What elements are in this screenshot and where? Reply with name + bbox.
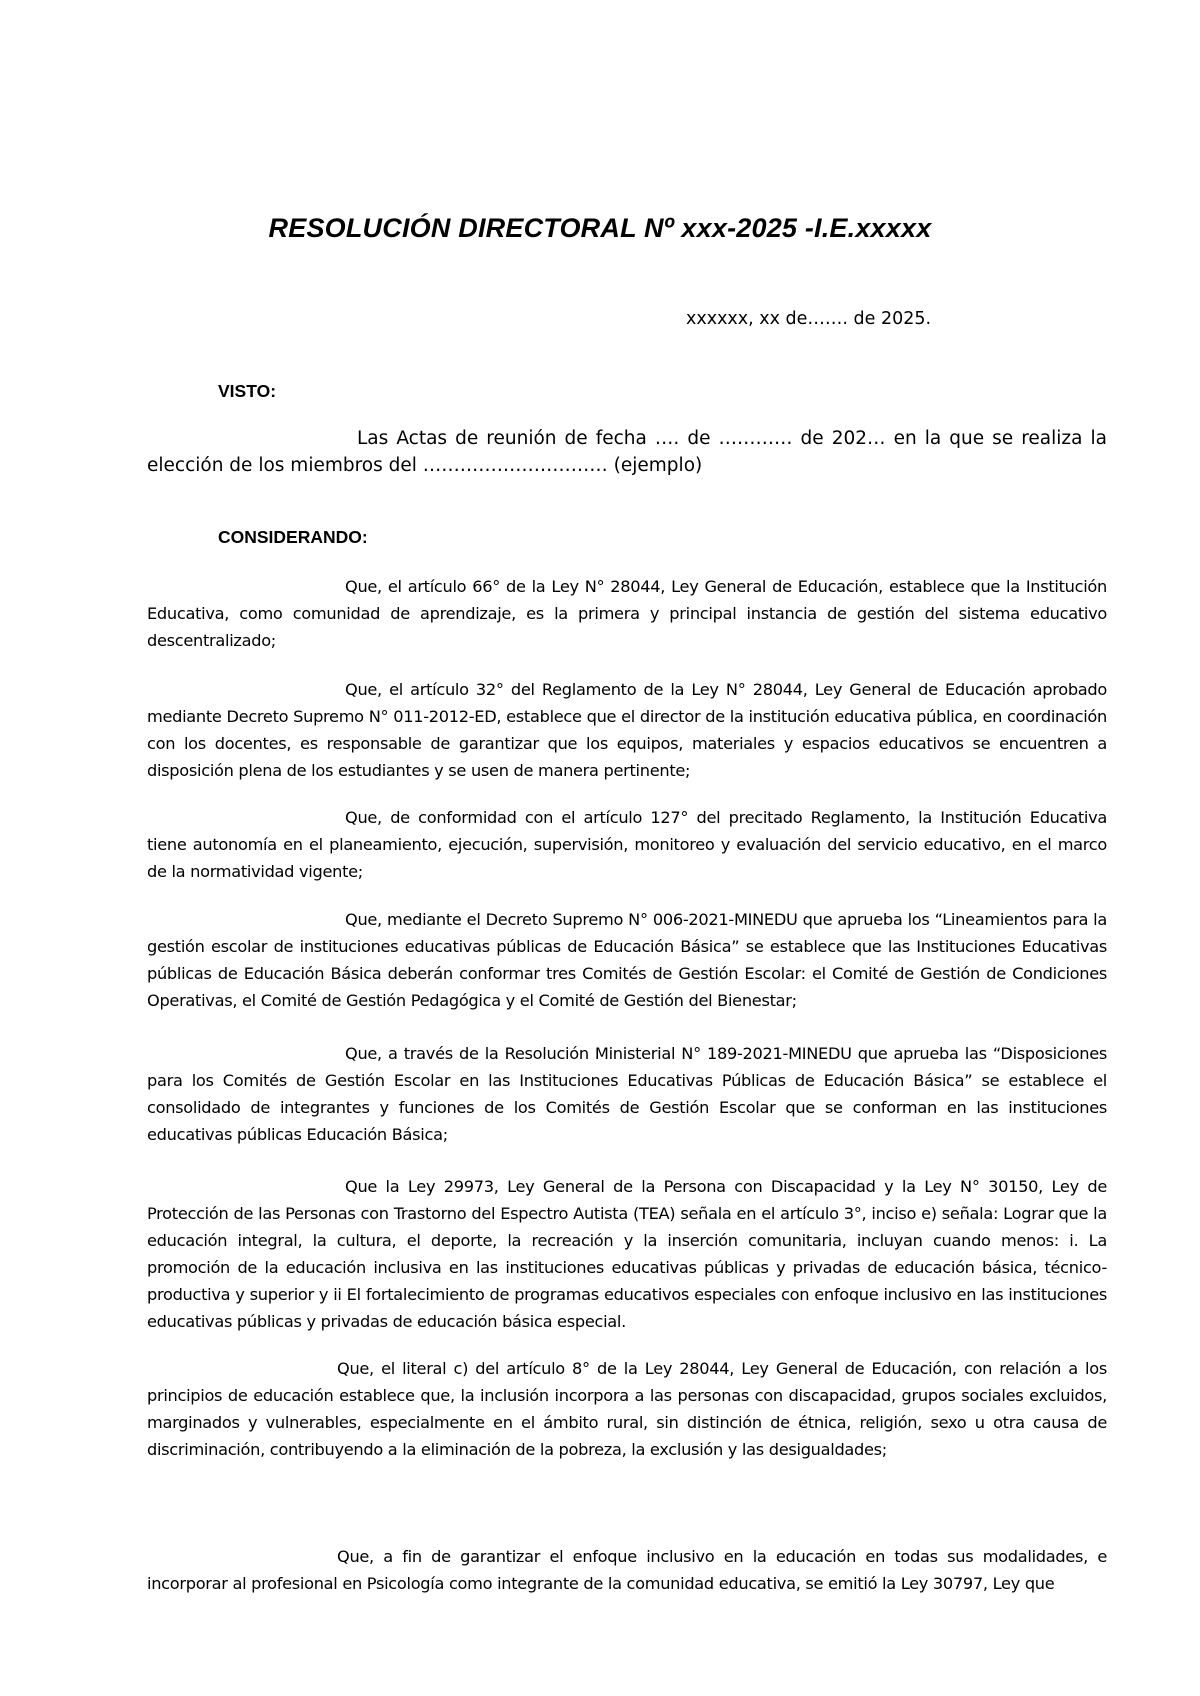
considerando-paragraph-4: Que, mediante el Decreto Supremo N° 006-2021-MINEDU que aprueba los “Lineamientos para la gestión escolar de instituciones educativas públicas de Educación Básica” se establece que las Instituciones Educativas públicas de Educación Básica deberán conformar tres Comités de Gestión Escolar: el Comité de Gestión de Condiciones Operativas, el Comité de Gestión Pedagógica y el Comité de Gestión del Bienestar; — [147, 910, 1107, 1010]
place-date-line: xxxxxx, xx de……. de 2025. — [686, 309, 932, 329]
considerando-paragraph-1: Que, el artículo 66° de la Ley N° 28044, Ley General de Educación, establece que la Institución Educativa, como comunidad de aprendizaje, es la primera y principal instancia de gestión del sistema educativo descentralizado; — [147, 577, 1107, 650]
considerando-paragraph-5: Que, a través de la Resolución Ministerial N° 189-2021-MINEDU que aprueba las “Disposiciones para los Comités de Gestión Escolar en las Instituciones Educativas Públicas de Educación Básica” se establece el consolidado de integrantes y funciones de los Comités de Gestión Escolar que se conforman en las instituciones educativas públicas Educación Básica; — [147, 1044, 1107, 1144]
considerando-paragraph-3: Que, de conformidad con el artículo 127° del precitado Reglamento, la Institución Educativa tiene autonomía en el planeamiento, ejecución, supervisión, monitoreo y evaluación del servicio educativo, en el marco de la normatividad vigente; — [147, 808, 1107, 881]
considerando-heading: CONSIDERANDO: — [218, 527, 368, 547]
considerando-paragraph-2: Que, el artículo 32° del Reglamento de la Ley N° 28044, Ley General de Educación aprobado mediante Decreto Supremo N° 011-2012-ED, establece que el director de la institución educativa pública, en coordinación con los docentes, es responsable de garantizar que los equipos, materiales y espacios educativos se encuentren a disposición plena de los estudiantes y se usen de manera pertinente; — [147, 680, 1107, 780]
visto-heading: VISTO: — [218, 381, 277, 401]
considerando-paragraph-7: Que, el literal c) del artículo 8° de la Ley 28044, Ley General de Educación, con relación a los principios de educación establece que, la inclusión incorpora a las personas con discapacidad, grupos sociales excluidos, marginados y vulnerables, especialmente en el ámbito rural, sin distinción de étnica, religión, sexo u otra causa de discriminación, contribuyendo a la eliminación de la pobreza, la exclusión y las desigualdades; — [147, 1359, 1107, 1459]
considerando-paragraph-6: Que la Ley 29973, Ley General de la Persona con Discapacidad y la Ley N° 30150, Ley de Protección de las Personas con Trastorno del Espectro Autista (TEA) señala en el artículo 3°, inciso e) señala: Lograr que la educación integral, la cultura, el deporte, la recreación y la inserción comunitaria, incluyan cuando menos: i. La promoción de la educación inclusiva en las instituciones educativas públicas y privadas de educación básica, técnico-productiva y superior y ii El fortalecimiento de programas educativos especiales con enfoque inclusivo en las instituciones educativas públicas y privadas de educación básica especial. — [147, 1177, 1107, 1331]
resolution-title: RESOLUCIÓN DIRECTORAL Nº xxx-2025 -I.E.xxxxx — [268, 213, 932, 243]
visto-paragraph: Las Actas de reunión de fecha …. de ………… de 202… en la que se realiza la elección de los miembros del ………………………… (ejemplo) — [147, 428, 1107, 476]
considerando-paragraph-8: Que, a fin de garantizar el enfoque inclusivo en la educación en todas sus modalidades, e incorporar al profesional en Psicología como integrante de la comunidad educativa, se emitió la Ley 30797, Ley que — [147, 1547, 1107, 1593]
